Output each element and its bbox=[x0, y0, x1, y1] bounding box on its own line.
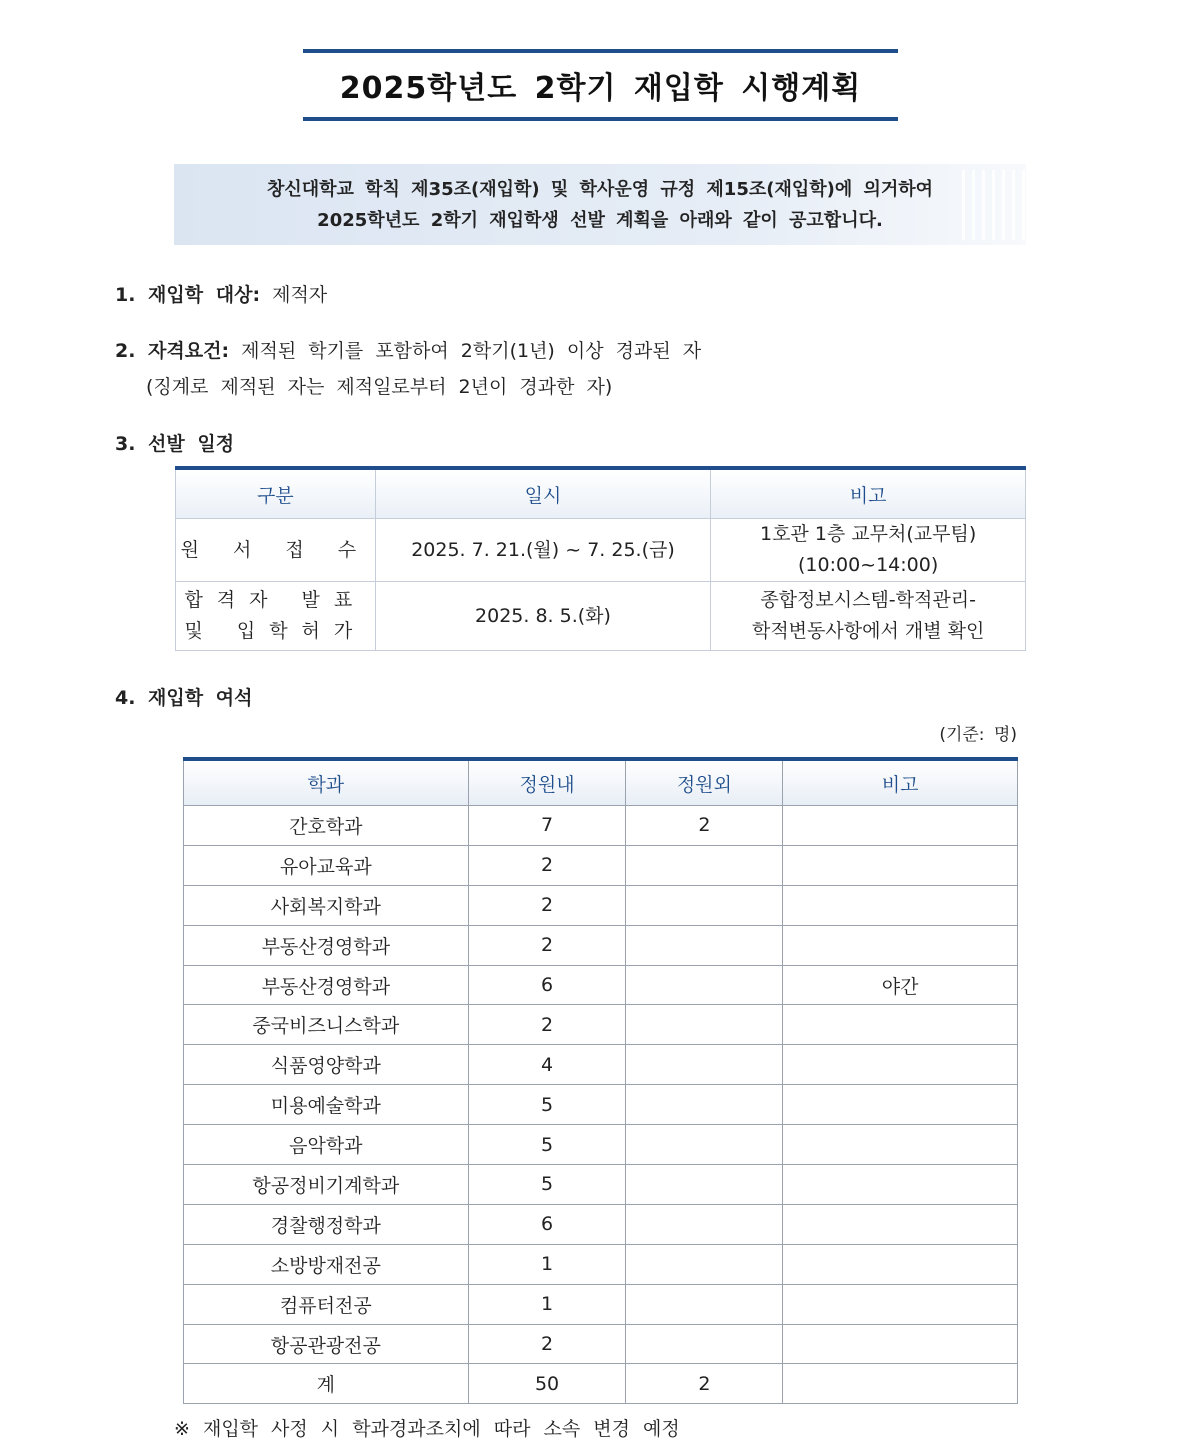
quota-outside bbox=[626, 1125, 783, 1165]
quota-inside: 4 bbox=[468, 1045, 626, 1085]
schedule-note-line-1: 종합정보시스템-학적관리- bbox=[760, 589, 976, 611]
schedule-header-note: 비고 bbox=[711, 468, 1026, 519]
quota-outside bbox=[626, 1005, 783, 1045]
quota-row bbox=[184, 965, 1018, 1005]
quota-row bbox=[184, 1244, 1018, 1284]
quota-outside bbox=[626, 1284, 783, 1324]
quota-dept: 부동산경영학과 bbox=[184, 965, 469, 1005]
schedule-note-line-2: (10:00~14:00) bbox=[798, 554, 939, 576]
quota-total-row bbox=[184, 1364, 1018, 1404]
quota-row bbox=[184, 1324, 1018, 1364]
quota-dept: 항공관광전공 bbox=[184, 1324, 469, 1364]
section-1-label: 1. 재입학 대상: bbox=[115, 284, 261, 306]
quota-dept: 소방방재전공 bbox=[184, 1244, 469, 1284]
quota-inside: 2 bbox=[468, 1324, 626, 1364]
schedule-category-line-1: 합격자 발표 bbox=[184, 589, 367, 611]
quota-note bbox=[783, 1125, 1018, 1165]
quota-inside: 2 bbox=[468, 1005, 626, 1045]
schedule-note-line-1: 1호관 1층 교무처(교무팀) bbox=[759, 523, 977, 545]
quota-row bbox=[184, 845, 1018, 885]
quota-table bbox=[183, 757, 1018, 1404]
quota-note bbox=[783, 1284, 1018, 1324]
schedule-header-row bbox=[176, 468, 1026, 519]
quota-note: 야간 bbox=[783, 965, 1018, 1005]
quota-header-outside: 정원외 bbox=[626, 759, 783, 806]
section-1 bbox=[115, 280, 327, 307]
schedule-date: 2025. 8. 5.(화) bbox=[375, 582, 711, 651]
schedule-category bbox=[176, 582, 376, 651]
section-3-label: 3. 선발 일정 bbox=[115, 433, 235, 455]
section-4 bbox=[115, 683, 252, 710]
title-box bbox=[303, 49, 898, 121]
quota-row bbox=[184, 885, 1018, 925]
quota-total-outside: 2 bbox=[626, 1364, 783, 1404]
quota-row bbox=[184, 1284, 1018, 1324]
quota-total-note bbox=[783, 1364, 1018, 1404]
schedule-category-line-2: 및 입학허가 bbox=[184, 620, 367, 642]
quota-header-row bbox=[184, 759, 1018, 806]
quota-note bbox=[783, 1085, 1018, 1125]
section-3 bbox=[115, 429, 234, 456]
quota-note bbox=[783, 1005, 1018, 1045]
quota-note bbox=[783, 1244, 1018, 1284]
section-2 bbox=[115, 336, 701, 363]
section-2-note: (징계로 제적된 자는 제적일로부터 2년이 경과한 자) bbox=[146, 376, 613, 398]
quota-inside: 2 bbox=[468, 885, 626, 925]
section-2-label: 2. 자격요건: bbox=[115, 340, 230, 362]
quota-note bbox=[783, 1324, 1018, 1364]
quota-dept: 사회복지학과 bbox=[184, 885, 469, 925]
schedule-header-category: 구분 bbox=[176, 468, 376, 519]
quota-outside bbox=[626, 1165, 783, 1205]
quota-outside: 2 bbox=[626, 806, 783, 846]
quota-inside: 5 bbox=[468, 1165, 626, 1205]
quota-inside: 2 bbox=[468, 845, 626, 885]
quota-row bbox=[184, 1125, 1018, 1165]
quota-inside: 7 bbox=[468, 806, 626, 846]
quota-note bbox=[783, 806, 1018, 846]
quota-inside: 2 bbox=[468, 925, 626, 965]
unit-label: (기준: 명) bbox=[939, 725, 1017, 745]
quota-inside: 1 bbox=[468, 1244, 626, 1284]
schedule-row bbox=[176, 582, 1026, 651]
notice-line-1: 창신대학교 학칙 제35조(재입학) 및 학사운영 규정 제15조(재입학)에 의거하여 bbox=[266, 178, 934, 200]
notice-decoration bbox=[962, 170, 1026, 240]
schedule-table bbox=[175, 466, 1026, 651]
schedule-note bbox=[711, 582, 1026, 651]
quota-note bbox=[783, 1045, 1018, 1085]
quota-note bbox=[783, 885, 1018, 925]
quota-inside: 6 bbox=[468, 965, 626, 1005]
quota-dept: 컴퓨터전공 bbox=[184, 1284, 469, 1324]
quota-outside bbox=[626, 1204, 783, 1244]
quota-dept: 경찰행정학과 bbox=[184, 1204, 469, 1244]
quota-dept: 식품영양학과 bbox=[184, 1045, 469, 1085]
quota-row bbox=[184, 925, 1018, 965]
quota-total-inside: 50 bbox=[468, 1364, 626, 1404]
section-4-label: 4. 재입학 여석 bbox=[115, 687, 253, 709]
quota-outside bbox=[626, 1045, 783, 1085]
quota-note bbox=[783, 1165, 1018, 1205]
quota-row bbox=[184, 806, 1018, 846]
section-1-value: 제적자 bbox=[272, 284, 328, 306]
footnote: ※ 재입학 사정 시 학과경과조치에 따라 소속 변경 예정 bbox=[174, 1418, 680, 1440]
quota-inside: 5 bbox=[468, 1085, 626, 1125]
quota-dept: 유아교육과 bbox=[184, 845, 469, 885]
quota-row bbox=[184, 1005, 1018, 1045]
section-2-value: 제적된 학기를 포함하여 2학기(1년) 이상 경과된 자 bbox=[241, 340, 702, 362]
quota-dept: 부동산경영학과 bbox=[184, 925, 469, 965]
quota-inside: 5 bbox=[468, 1125, 626, 1165]
quota-note bbox=[783, 1204, 1018, 1244]
quota-inside: 6 bbox=[468, 1204, 626, 1244]
page-title: 2025학년도 2학기 재입학 시행계획 bbox=[339, 71, 862, 106]
quota-row bbox=[184, 1085, 1018, 1125]
quota-row bbox=[184, 1204, 1018, 1244]
quota-dept: 간호학과 bbox=[184, 806, 469, 846]
quota-header-dept: 학과 bbox=[184, 759, 469, 806]
quota-outside bbox=[626, 925, 783, 965]
schedule-category bbox=[176, 519, 376, 582]
quota-row bbox=[184, 1045, 1018, 1085]
quota-outside bbox=[626, 845, 783, 885]
quota-dept: 항공정비기계학과 bbox=[184, 1165, 469, 1205]
quota-outside bbox=[626, 1085, 783, 1125]
quota-total-label: 계 bbox=[184, 1364, 469, 1404]
quota-dept: 중국비즈니스학과 bbox=[184, 1005, 469, 1045]
quota-outside bbox=[626, 965, 783, 1005]
quota-inside: 1 bbox=[468, 1284, 626, 1324]
quota-outside bbox=[626, 1244, 783, 1284]
schedule-note-line-2: 학적변동사항에서 개별 확인 bbox=[751, 620, 985, 642]
schedule-header-date: 일시 bbox=[375, 468, 711, 519]
quota-dept: 미용예술학과 bbox=[184, 1085, 469, 1125]
quota-outside bbox=[626, 1324, 783, 1364]
notice-line-2: 2025학년도 2학기 재입학생 선발 계획을 아래와 같이 공고합니다. bbox=[317, 209, 883, 231]
notice-box bbox=[174, 164, 1026, 245]
schedule-note bbox=[711, 519, 1026, 582]
quota-note bbox=[783, 845, 1018, 885]
quota-row bbox=[184, 1165, 1018, 1205]
schedule-category-text: 원 서 접 수 bbox=[180, 538, 371, 561]
quota-dept: 음악학과 bbox=[184, 1125, 469, 1165]
quota-header-inside: 정원내 bbox=[468, 759, 626, 806]
schedule-date: 2025. 7. 21.(월) ~ 7. 25.(금) bbox=[375, 519, 711, 582]
quota-header-note: 비고 bbox=[783, 759, 1018, 806]
quota-outside bbox=[626, 885, 783, 925]
quota-note bbox=[783, 925, 1018, 965]
schedule-row bbox=[176, 519, 1026, 582]
